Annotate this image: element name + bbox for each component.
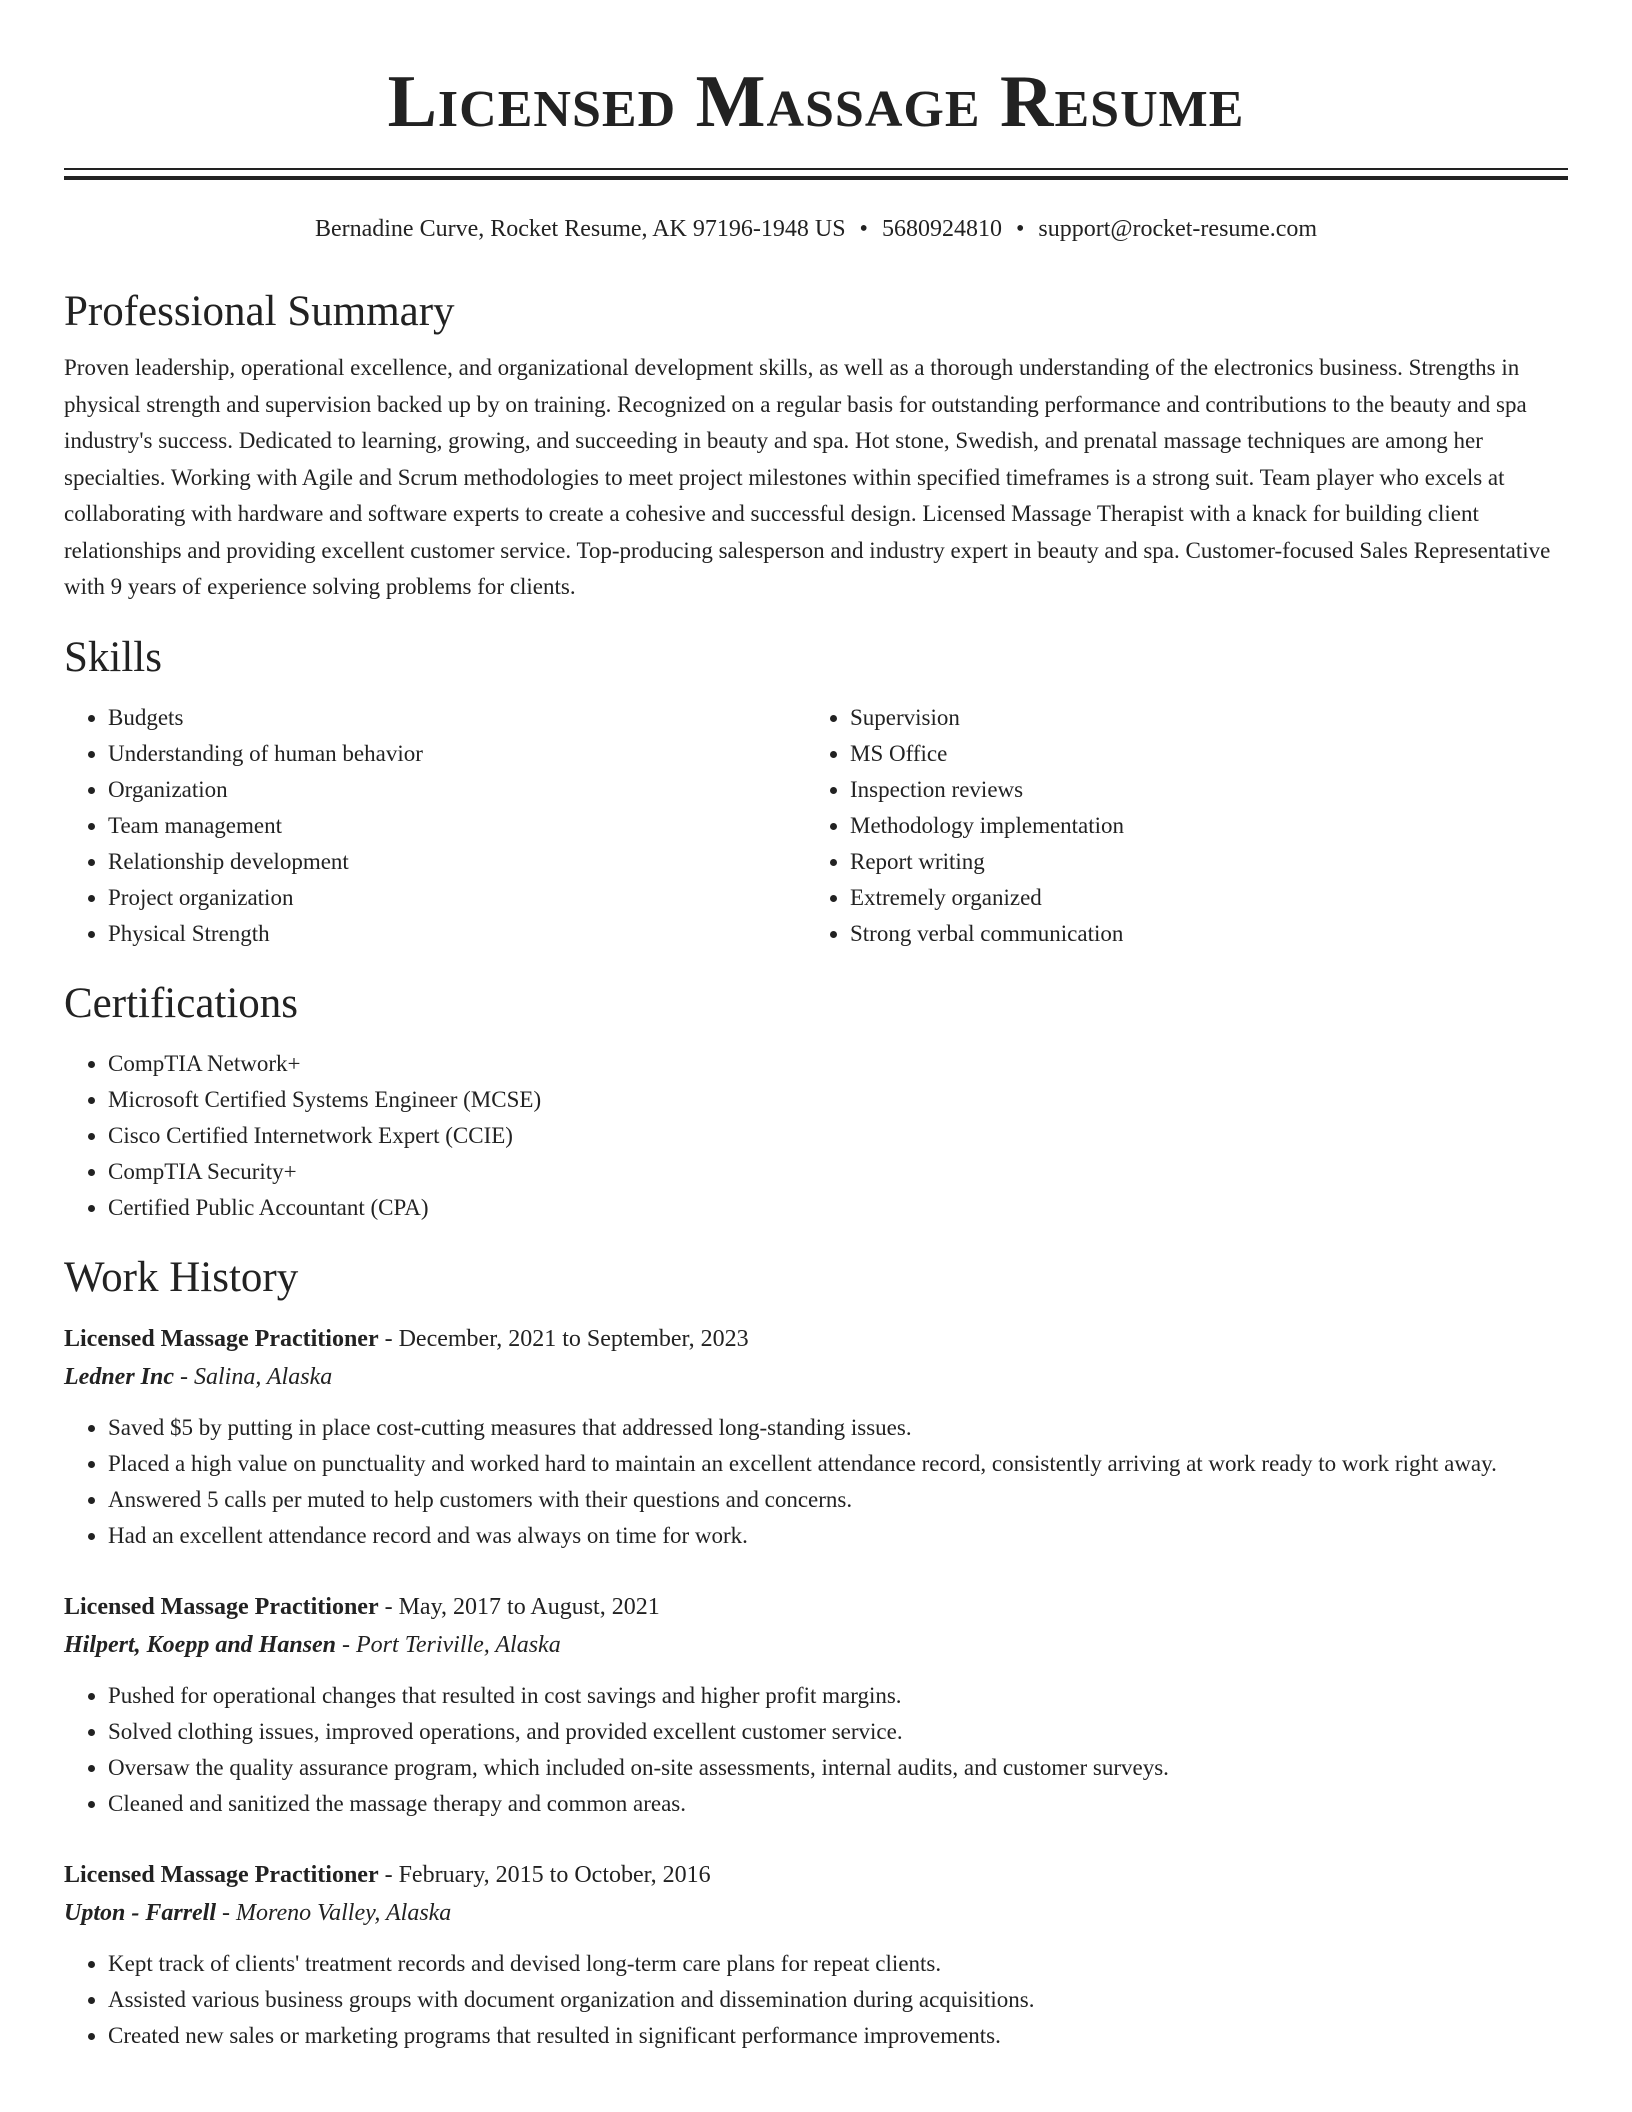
job-dates: - December, 2021 to September, 2023 [378,1325,749,1352]
job-entry [64,1320,1568,1554]
job-bullets [64,1678,1568,1822]
certification-item: • CompTIA Security+ [108,1154,1568,1190]
job-title: Licensed Massage Practitioner [64,1325,379,1352]
job-title: Licensed Massage Practitioner [64,1593,379,1620]
skill-item: • Understanding of human behavior [108,736,806,772]
company-line [64,1894,1568,1932]
skill-item: • Relationship development [108,844,806,880]
job-bullet: • Solved clothing issues, improved operations, and provided excellent customer service. [108,1714,1568,1750]
certifications-list [64,1046,1568,1226]
skills-list-left [64,700,806,952]
skill-item: • Methodology implementation [850,808,1548,844]
job-entry [64,1588,1568,1822]
job-bullet: • Answered 5 calls per muted to help customers with their questions and concerns. [108,1482,1568,1518]
skill-item: • Strong verbal communication [850,916,1548,952]
skills-list-right [806,700,1548,952]
job-title-line [64,1856,1568,1894]
job-bullet: • Assisted various business groups with document organization and dissemination during acquisitions. [108,1982,1568,2018]
contact-separator: • [859,216,868,242]
certifications-heading: Certifications [64,979,299,1027]
company-name: Hilpert, Koepp and Hansen [64,1631,337,1658]
company-line [64,1626,1568,1664]
skill-item: • Project organization [108,880,806,916]
skill-item: • Report writing [850,844,1548,880]
job-bullets [64,1946,1568,2054]
job-bullet: • Cleaned and sanitized the massage therapy and common areas. [108,1786,1568,1822]
skills-columns [64,700,1568,952]
job-title: Licensed Massage Practitioner [64,1861,379,1888]
resume-title: Licensed Massage Resume [387,61,1245,143]
work-history-heading: Work History [64,1253,299,1301]
company-line [64,1358,1568,1396]
company-name: Ledner Inc [64,1363,174,1390]
contact-address: Bernadine Curve, Rocket Resume, AK 97196-1948 US [314,216,846,242]
job-bullet: • Oversaw the quality assurance program, which included on-site assessments, internal audits, and customer surveys. [108,1750,1568,1786]
skill-item: • Extremely organized [850,880,1548,916]
skill-item: • Supervision [850,700,1548,736]
title-divider [64,168,1568,180]
skill-item: • Physical Strength [108,916,806,952]
job-bullets [64,1410,1568,1554]
contact-separator: • [1015,216,1025,242]
job-title-line [64,1320,1568,1358]
job-bullet: • Kept track of clients' treatment records and devised long-term care plans for repeat clients. [108,1946,1568,1982]
skills-heading: Skills [64,633,162,681]
job-bullet: • Had an excellent attendance record and was always on time for work. [108,1518,1568,1554]
skill-item: • MS Office [850,736,1548,772]
job-dates: - May, 2017 to August, 2021 [378,1593,660,1620]
company-name: Upton - Farrell [64,1899,217,1926]
company-location: - Salina, Alaska [174,1363,333,1390]
job-bullet: • Placed a high value on punctuality and worked hard to maintain an excellent attendance record, consistently arriving at work ready to work right away. [108,1446,1568,1482]
company-location: - Moreno Valley, Alaska [216,1899,452,1926]
skill-item: • Team management [108,808,806,844]
contact-email: support@rocket-resume.com [1038,216,1318,242]
certification-item: • CompTIA Network+ [108,1046,1568,1082]
company-location: - Port Teriville, Alaska [336,1631,561,1658]
contact-phone: 5680924810 [881,216,1002,242]
job-dates: - February, 2015 to October, 2016 [378,1861,711,1888]
job-title-line [64,1588,1568,1626]
summary-text: Proven leadership, operational excellence, and organizational development skills, as well as a thorough understanding of the electronics business. Strengths in physical strength and supervision backed up by on training. Recognized on a regular basis for outstanding performance and contributions to the beauty and spa industry's success. Dedicated to learning, growing, and succeeding in beauty and spa. Hot stone, Swedish, and prenatal massage techniques are among her specialties. Working with Agile and Scrum methodologies to meet project milestones within specified timeframes is a strong suit. Team player who excels at collaborating with hardware and software experts to create a cohesive and successful design. Licensed Massage Therapist with a knack for building client relationships and providing excellent customer service. Top-producing salesperson and industry expert in beauty and spa. Customer-focused Sales Representative with 9 years of experience solving problems for clients. [64,355,1551,599]
job-bullet: • Pushed for operational changes that resulted in cost savings and higher profit margins. [108,1678,1568,1714]
skill-item: • Budgets [108,700,806,736]
job-bullet: • Created new sales or marketing programs that resulted in significant performance improvements. [108,2018,1568,2054]
summary-heading: Professional Summary [64,288,455,335]
job-bullet: • Saved $5 by putting in place cost-cutting measures that addressed long-standing issues. [108,1410,1568,1446]
certification-item: • Cisco Certified Internetwork Expert (CCIE) [108,1118,1568,1154]
job-entry [64,1856,1568,2054]
skill-item: • Organization [108,772,806,808]
certification-item: • Certified Public Accountant (CPA) [108,1190,1568,1226]
skill-item: • Inspection reviews [850,772,1548,808]
certification-item: • Microsoft Certified Systems Engineer (MCSE) [108,1082,1568,1118]
contact-line [64,214,1568,244]
